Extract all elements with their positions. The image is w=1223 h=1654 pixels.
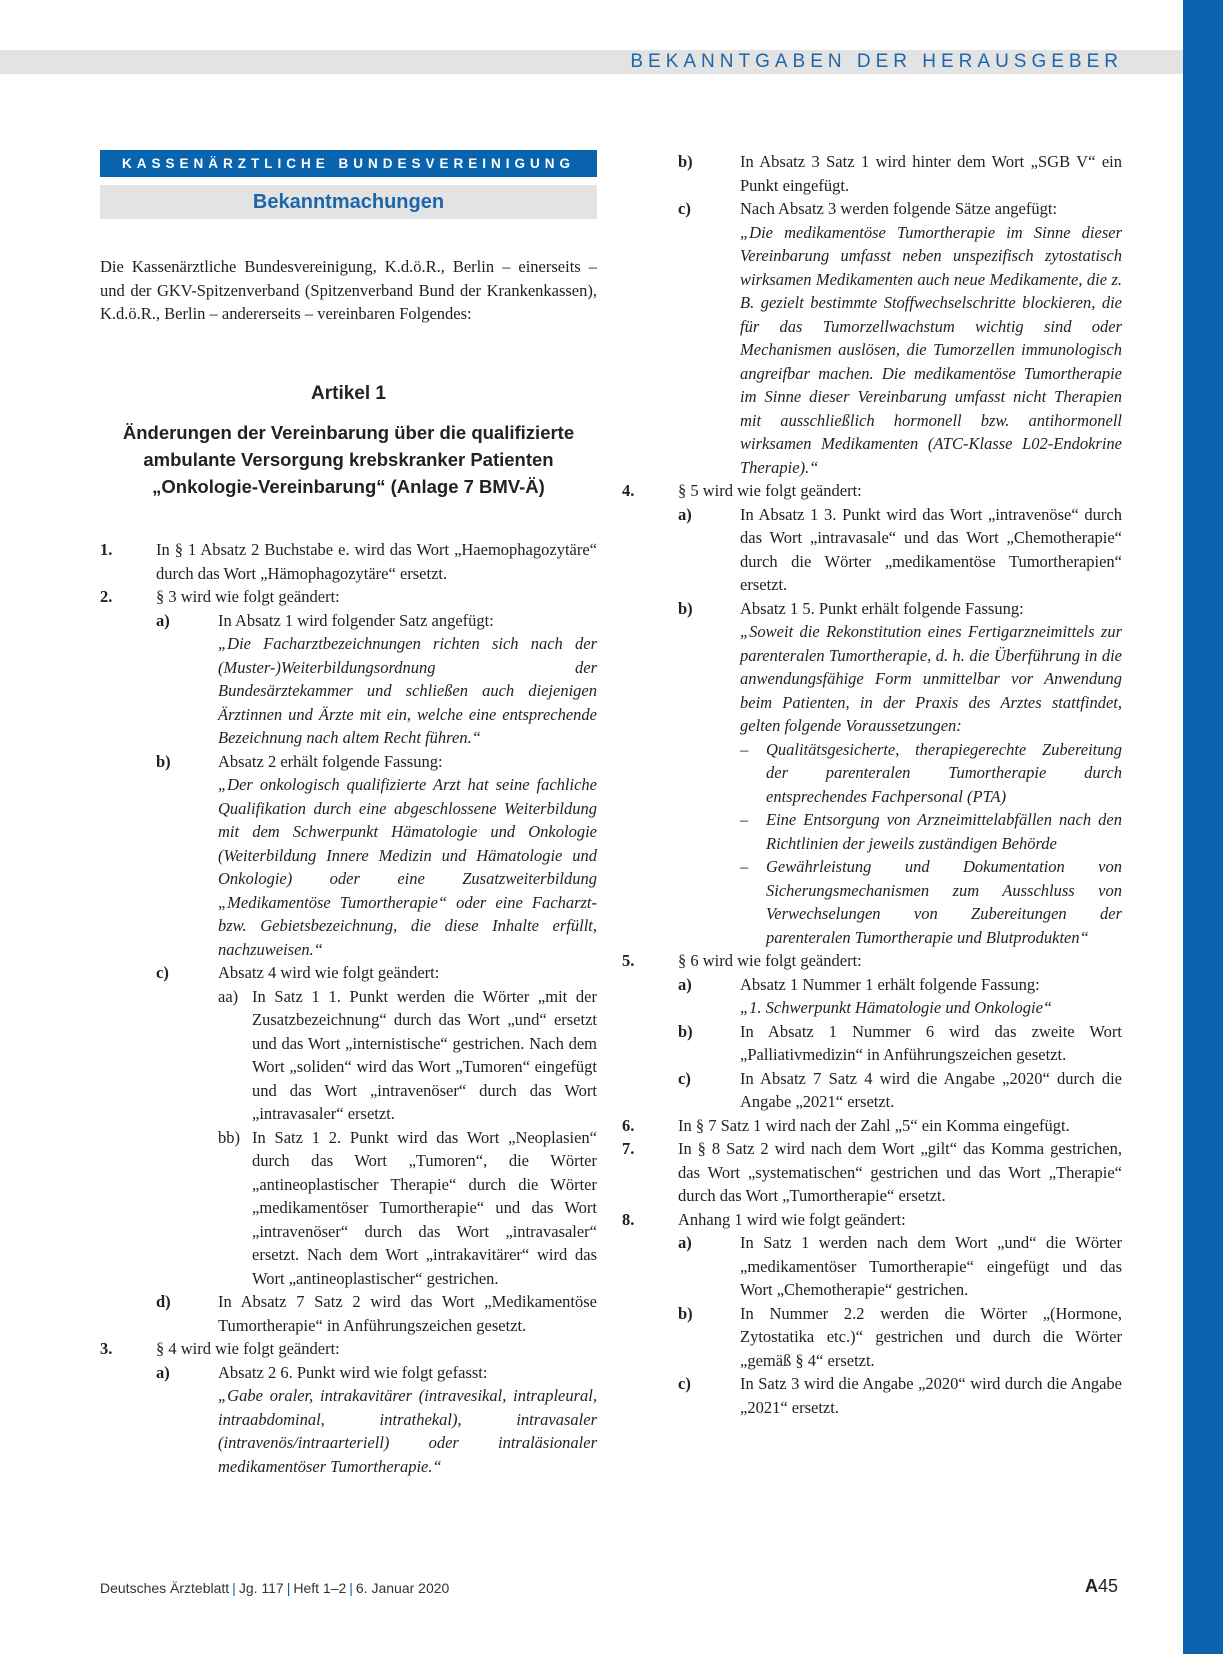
- page-number: [1085, 1576, 1118, 1597]
- article-subtitle: Änderungen der Vereinbarung über die qualifizierte ambulante Versorgung krebskranker Patienten „Onkologie-Vereinbarung“ (Anlage 7 BMV-Ä): [122, 422, 575, 497]
- nested-item: [218, 1126, 597, 1291]
- section-heading: Bekanntmachungen: [100, 185, 597, 219]
- sub-item-text: Absatz 1 Nummer 1 erhält folgende Fassung:: [740, 974, 1040, 994]
- journal-issue: Heft 1–2: [293, 1580, 347, 1596]
- sub-item: [156, 1361, 597, 1479]
- sub-item: [622, 150, 1122, 197]
- sub-item-label: b): [678, 152, 693, 171]
- sub-item-text: Absatz 4 wird wie folgt geändert:: [218, 963, 440, 982]
- dash-text: Eine Entsorgung von Arzneimittelabfällen nach den Richtlinien der jeweils zuständigen Behörde: [766, 810, 1122, 853]
- sub-item: [678, 1067, 1122, 1114]
- item-number: 6.: [622, 1115, 635, 1135]
- sub-item: [678, 1302, 1122, 1373]
- sub-item-label: a): [156, 1362, 170, 1382]
- sub-item-text: In Absatz 1 wird folgender Satz angefügt:: [218, 610, 494, 630]
- nested-label: aa): [218, 986, 239, 1006]
- left-column: [100, 150, 597, 1478]
- right-column: [622, 150, 1122, 1419]
- sub-item-label: a): [678, 974, 692, 994]
- list-item: [622, 1114, 1122, 1138]
- sub-item-text: Absatz 1 5. Punkt erhält folgende Fassung:: [740, 598, 1024, 618]
- list-item: [100, 585, 597, 1337]
- dash-text: Qualitätsgesicherte, therapiegerechte Zubereitung der parenteralen Tumortherapie durch entsprechendes Fachpersonal (PTA): [766, 739, 1122, 806]
- dash-marker: –: [740, 739, 749, 759]
- dash-marker: –: [740, 857, 749, 876]
- quoted-text: „Die Facharztbezeichnungen richten sich nach der (Muster-)Weiterbildungsordnung der Bundesärztekammer und schließen auch diejenigen Ärztinnen und Ärzte mit ein, welche eine entsprechende Bezeichnung nach altem Recht führen.“: [218, 634, 597, 747]
- item-text: § 6 wird wie folgt geändert:: [678, 951, 862, 970]
- sub-item-text: In Satz 3 wird die Angabe „2020“ wird durch die Angabe „2021“ ersetzt.: [740, 1374, 1122, 1417]
- item-text: In § 1 Absatz 2 Buchstabe e. wird das Wort „Haemophagozytäre“ durch das Wort „Hämophagozytäre“ ersetzt.: [156, 540, 597, 583]
- sub-item: [678, 503, 1122, 597]
- header-title: BEKANNTGABEN DER HERAUSGEBER: [630, 51, 1123, 72]
- item-text: Anhang 1 wird wie folgt geändert:: [678, 1209, 906, 1229]
- item-text: § 4 wird wie folgt geändert:: [156, 1339, 340, 1358]
- journal-name: Deutsches Ärzteblatt: [100, 1580, 230, 1596]
- sub-item-text: Absatz 2 6. Punkt wird wie folgt gefasst:: [218, 1362, 488, 1382]
- page-prefix: A: [1085, 1576, 1098, 1596]
- footer-separator: |: [232, 1580, 236, 1596]
- quoted-text: „1. Schwerpunkt Hämatologie und Onkologie“: [740, 998, 1053, 1017]
- sub-item-text: In Nummer 2.2 werden die Wörter „(Hormone, Zytostatika etc.)“ gestrichen und durch die Wörter „gemäß § 4“ ersetzt.: [740, 1303, 1122, 1370]
- blue-side-stripe: [1183, 0, 1223, 1654]
- journal-date: 6. Januar 2020: [355, 1580, 450, 1596]
- sub-item-label: b): [156, 751, 171, 771]
- list-item: [622, 1208, 1122, 1420]
- nested-text: In Satz 1 1. Punkt werden die Wörter „mit der Zusatzbezeichnung“ durch das Wort „und“ ersetzt und das Wort „internistische“ gestrichen. Nach dem Wort „soliden“ wird das Wort „Tumoren“ eingefügt und das Wort „intravenöser“ durch das Wort „intravasaler“ ersetzt.: [252, 986, 597, 1123]
- list-item: [622, 1137, 1122, 1208]
- sub-item-label: a): [678, 504, 692, 524]
- nested-label: bb): [218, 1127, 240, 1147]
- list-item: [622, 479, 1122, 949]
- quoted-text: „Soweit die Rekonstitution eines Fertigarzneimittels zur parenteralen Tumortherapie, d. h. die Überführung in die anwendungsfähige Form unmittelbar vor Anwendung beim Patienten, in der Praxis des Arztes stattfindet, gelten folgende Voraussetzungen:: [740, 622, 1122, 735]
- item-number: 4.: [622, 481, 635, 500]
- sub-item-label: c): [678, 1068, 691, 1088]
- sub-item-label: a): [678, 1233, 692, 1252]
- header-bar: [0, 50, 1183, 74]
- sub-item: [678, 1231, 1122, 1302]
- sub-item: [678, 1020, 1122, 1067]
- sub-item: [678, 1372, 1122, 1419]
- item-text: § 5 wird wie folgt geändert:: [678, 481, 862, 500]
- item-number: 3.: [100, 1339, 113, 1358]
- article-title: Artikel 1: [311, 382, 386, 404]
- sub-item-text: Nach Absatz 3 werden folgende Sätze angefügt:: [740, 199, 1058, 218]
- sub-item-text: In Satz 1 werden nach dem Wort „und“ die Wörter „medikamentöser Tumortherapie“ eingefügt und das Wort „Chemotherapie“ gestrichen.: [740, 1233, 1122, 1299]
- sub-item-text: Absatz 2 erhält folgende Fassung:: [218, 751, 443, 771]
- journal-volume: Jg. 117: [238, 1580, 284, 1596]
- kbv-banner: KASSENÄRZTLICHE BUNDESVEREINIGUNG: [100, 150, 597, 177]
- sub-item-text: In Absatz 3 Satz 1 wird hinter dem Wort „SGB V“ ein Punkt eingefügt.: [740, 152, 1122, 195]
- nested-item: [218, 985, 597, 1126]
- dash-item: [740, 808, 1122, 855]
- sub-item-label: b): [678, 1021, 693, 1041]
- sub-item-text: In Absatz 7 Satz 4 wird die Angabe „2020“ durch die Angabe „2021“ ersetzt.: [740, 1068, 1122, 1111]
- item-text: § 3 wird wie folgt geändert:: [156, 587, 340, 606]
- dash-item: [740, 855, 1122, 949]
- sub-item-text: In Absatz 7 Satz 2 wird das Wort „Medikamentöse Tumortherapie“ in Anführungszeichen gesetzt.: [218, 1292, 597, 1335]
- sub-item: [678, 973, 1122, 1020]
- quoted-text: „Der onkologisch qualifizierte Arzt hat seine fachliche Qualifikation durch eine abgeschlossene Weiterbildung mit dem Schwerpunkt Hämatologie und Onkologie (Weiterbildung Innere Medizin und Hämatologie und Onkologie) oder eine Zusatzweiterbildung „Medikamentöse Tumortherapie“ oder eine Facharzt- bzw. Gebietsbezeichnung, die diese Inhalte erfüllt, nachzuweisen.“: [218, 775, 597, 959]
- list-item: [100, 1337, 597, 1478]
- item-number: 8.: [622, 1209, 635, 1229]
- quoted-text: „Die medikamentöse Tumortherapie im Sinne dieser Vereinbarung umfasst neben unspezifisch zytostatisch wirksamen Medikamenten auch neue Medikamente, die z. B. gezielt bestimmte Stoffwechselschritte blockieren, die für das Tumorzellwachstum wichtig sind oder Mechanismen auslösen, die Tumorzellen immunologisch angreifbar machen. Die medikamentöse Tumortherapie im Sinne dieser Vereinbarung umfasst nicht Therapien mit ausschließlich hormonell bzw. antihormonell wirksamen Medikamenten (ATC-Klasse L02-Endokrine Therapie).“: [740, 222, 1122, 477]
- footer-separator: |: [286, 1580, 291, 1596]
- footer-separator: |: [349, 1580, 353, 1596]
- page-footer: [100, 1580, 449, 1596]
- sub-item-text: In Absatz 1 3. Punkt wird das Wort „intravenöse“ durch das Wort „intravasale“ und das Wort „Chemotherapie“ durch die Wörter „medikamentöse Tumortherapien“ ersetzt.: [740, 504, 1122, 594]
- sub-item: [156, 609, 597, 750]
- sub-item-label: b): [678, 1303, 693, 1323]
- sub-item: [622, 197, 1122, 479]
- item-text: In § 8 Satz 2 wird nach dem Wort „gilt“ das Komma gestrichen, das Wort „systematischen“ gestrichen und das Wort „Therapie“ durch das Wort „Tumortherapie“ ersetzt.: [678, 1139, 1122, 1205]
- item-number: 5.: [622, 951, 635, 970]
- sub-item-label: d): [156, 1292, 171, 1311]
- sub-item-label: b): [678, 598, 693, 618]
- nested-text: In Satz 1 2. Punkt wird das Wort „Neoplasien“ durch das Wort „Tumoren“, die Wörter „antineoplastischer Therapie“ durch die Wörter „medikamentöser Tumortherapie“ und das Wort „intravenöser“ durch das Wort „intravasaler“ ersetzt. Nach dem Wort „intrakavitärer“ wird das Wort „antineoplastischer“ gestrichen.: [252, 1127, 597, 1288]
- sub-item: [156, 750, 597, 962]
- dash-marker: –: [740, 810, 749, 829]
- amendment-list: [100, 538, 597, 1478]
- item-number: 1.: [100, 540, 113, 559]
- sub-item-label: c): [678, 1374, 691, 1393]
- dash-text: Gewährleistung und Dokumentation von Sicherungsmechanismen zum Ausschluss von Verwechselungen von Zubereitungen der parenteralen Tumortherapie und Blutprodukten“: [766, 857, 1122, 947]
- list-item: [100, 538, 597, 585]
- page-number-value: 45: [1098, 1576, 1119, 1596]
- quoted-text: „Gabe oraler, intrakavitärer (intravesikal, intrapleural, intraabdominal, intrathekal), intravasaler (intravenös/intraarteriell) oder intraläsionaler medikamentöser Tumortherapie.“: [218, 1386, 597, 1476]
- sub-item: [156, 1290, 597, 1337]
- intro-paragraph: Die Kassenärztliche Bundesvereinigung, K.d.ö.R., Berlin – einerseits – und der GKV-Spitzenverband (Spitzenverband Bund der Krankenkassen), K.d.ö.R., Berlin – andererseits – vereinbaren Folgendes:: [100, 257, 597, 323]
- item-number: 2.: [100, 587, 113, 606]
- sub-item: [678, 597, 1122, 950]
- sub-item-label: c): [156, 963, 169, 982]
- dash-item: [740, 738, 1122, 809]
- sub-item-label: c): [678, 199, 691, 218]
- sub-item-text: In Absatz 1 Nummer 6 wird das zweite Wort „Palliativmedizin“ in Anführungszeichen gesetzt.: [740, 1021, 1122, 1064]
- item-number: 7.: [622, 1139, 635, 1158]
- item-text: In § 7 Satz 1 wird nach der Zahl „5“ ein Komma eingefügt.: [678, 1115, 1070, 1135]
- sub-item: [156, 961, 597, 1290]
- list-item: [622, 949, 1122, 1114]
- sub-item-label: a): [156, 610, 170, 630]
